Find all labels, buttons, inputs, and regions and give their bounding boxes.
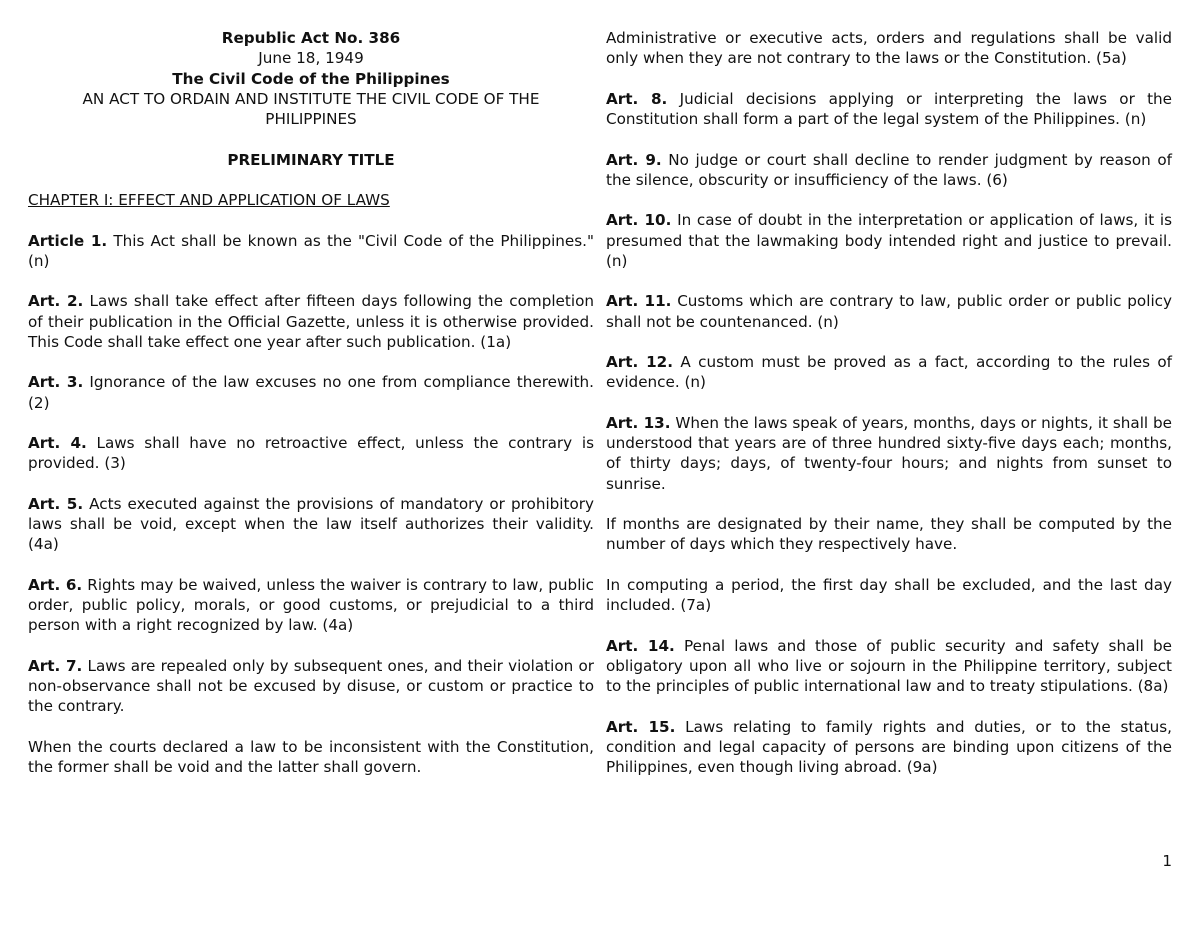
article-13-paragraph-2: If months are designated by their name, they shall be computed by the number of days which they respectively have. — [606, 515, 1172, 554]
article-1 — [28, 231, 594, 272]
chapter-heading — [28, 190, 594, 210]
article-number: Art. 12. — [606, 353, 673, 371]
article-text: When the laws speak of years, months, days or nights, it shall be understood that years are of three hundred sixty-five days each; months, of thirty days; days, of twenty-four hours; and nights from sunset to sunrise. — [606, 413, 1172, 493]
article-number: Art. 6. — [28, 575, 83, 594]
article-5 — [28, 494, 594, 555]
article-text: Laws shall take effect after fifteen days following the completion of their publication in the Official Gazette, unless it is otherwise provided. This Code shall take effect one year after such publication. (1a) — [28, 292, 594, 351]
article-number: Art. 5. — [28, 494, 84, 513]
article-number: Art. 3. — [28, 373, 84, 392]
article-text: Customs which are contrary to law, public order or public policy shall not be countenanced. (n) — [606, 292, 1173, 331]
article-text: Penal laws and those of public security and safety shall be obligatory upon all who live or sojourn in the Philippine territory, subject to the principles of public international law and to treaty stipulations. (8a) — [606, 636, 1172, 695]
article-text: This Act shall be known as the "Civil Code of the Philippines." (n) — [28, 231, 594, 270]
article-10 — [606, 210, 1172, 271]
article-number: Art. 15. — [606, 717, 676, 736]
article-text: No judge or court shall decline to render judgment by reason of the silence, obscurity or insufficiency of the laws. (6) — [606, 150, 1172, 189]
article-number: Art. 9. — [606, 150, 662, 169]
preliminary-title: PRELIMINARY TITLE — [227, 150, 395, 169]
article-number: Art. 8. — [606, 89, 668, 108]
article-9 — [606, 150, 1172, 191]
article-number: Art. 13. — [606, 413, 671, 432]
article-3 — [28, 372, 594, 413]
article-text: Laws relating to family rights and duties, or to the status, condition and legal capacity of persons are binding upon citizens of the Philippines, even though living abroad. (9a) — [606, 717, 1172, 776]
article-8 — [606, 89, 1172, 130]
act-number: Republic Act No. 386 — [221, 29, 401, 47]
article-7-paragraph: When the courts declared a law to be inconsistent with the Constitution, the former shall be void and the latter shall govern. — [28, 737, 594, 776]
article-4 — [28, 433, 594, 474]
article-6 — [28, 575, 594, 636]
article-number: Art. 4. — [28, 434, 87, 452]
right-column — [606, 28, 1172, 777]
act-date: June 18, 1949 — [258, 49, 364, 68]
article-number: Art. 11. — [606, 292, 672, 311]
article-text: Laws are repealed only by subsequent ones, and their violation or non-observance shall not be excused by disuse, or custom or practice to the contrary. — [28, 656, 594, 716]
left-column — [28, 28, 594, 777]
code-title: The Civil Code of the Philippines — [172, 69, 450, 88]
article-7 — [28, 656, 594, 717]
article-text: In case of doubt in the interpretation or application of laws, it is presumed that the lawmaking body intended right and justice to prevail. (n) — [606, 211, 1173, 270]
article-text: A custom must be proved as a fact, according to the rules of evidence. (n) — [606, 353, 1172, 392]
article-number: Art. 2. — [28, 292, 84, 311]
article-text: Laws shall have no retroactive effect, unless the contrary is provided. (3) — [28, 434, 594, 473]
article-7-continued: Administrative or executive acts, orders and regulations shall be valid only when they are not contrary to the laws or the Constitution. (5a) — [606, 29, 1172, 68]
act-subtitle: AN ACT TO ORDAIN AND INSTITUTE THE CIVIL CODE OF THE PHILIPPINES — [82, 89, 540, 128]
article-13 — [606, 413, 1172, 494]
article-text: Acts executed against the provisions of mandatory or prohibitory laws shall be void, except when the law itself authorizes their validity. (4a) — [28, 494, 594, 554]
article-number: Art. 7. — [28, 656, 83, 675]
article-15 — [606, 717, 1172, 778]
article-12 — [606, 352, 1172, 393]
article-text: Ignorance of the law excuses no one from compliance therewith. (2) — [28, 373, 595, 412]
article-number: Art. 14. — [606, 636, 675, 655]
article-number: Article 1. — [28, 231, 108, 250]
article-number: Art. 10. — [606, 211, 672, 230]
chapter-heading-text: CHAPTER I: EFFECT AND APPLICATION OF LAWS — [28, 191, 390, 209]
article-2 — [28, 291, 594, 352]
article-11 — [606, 291, 1172, 332]
article-text: Judicial decisions applying or interpreting the laws or the Constitution shall form a part of the legal system of the Philippines. (n) — [606, 89, 1172, 128]
page-number: 1 — [1162, 852, 1172, 870]
article-14 — [606, 636, 1172, 697]
article-text: Rights may be waived, unless the waiver is contrary to law, public order, public policy, morals, or good customs, or prejudicial to a third person with a right recognized by law. (4a) — [28, 575, 594, 635]
article-13-paragraph-3: In computing a period, the first day shall be excluded, and the last day included. (7a) — [606, 575, 1172, 614]
